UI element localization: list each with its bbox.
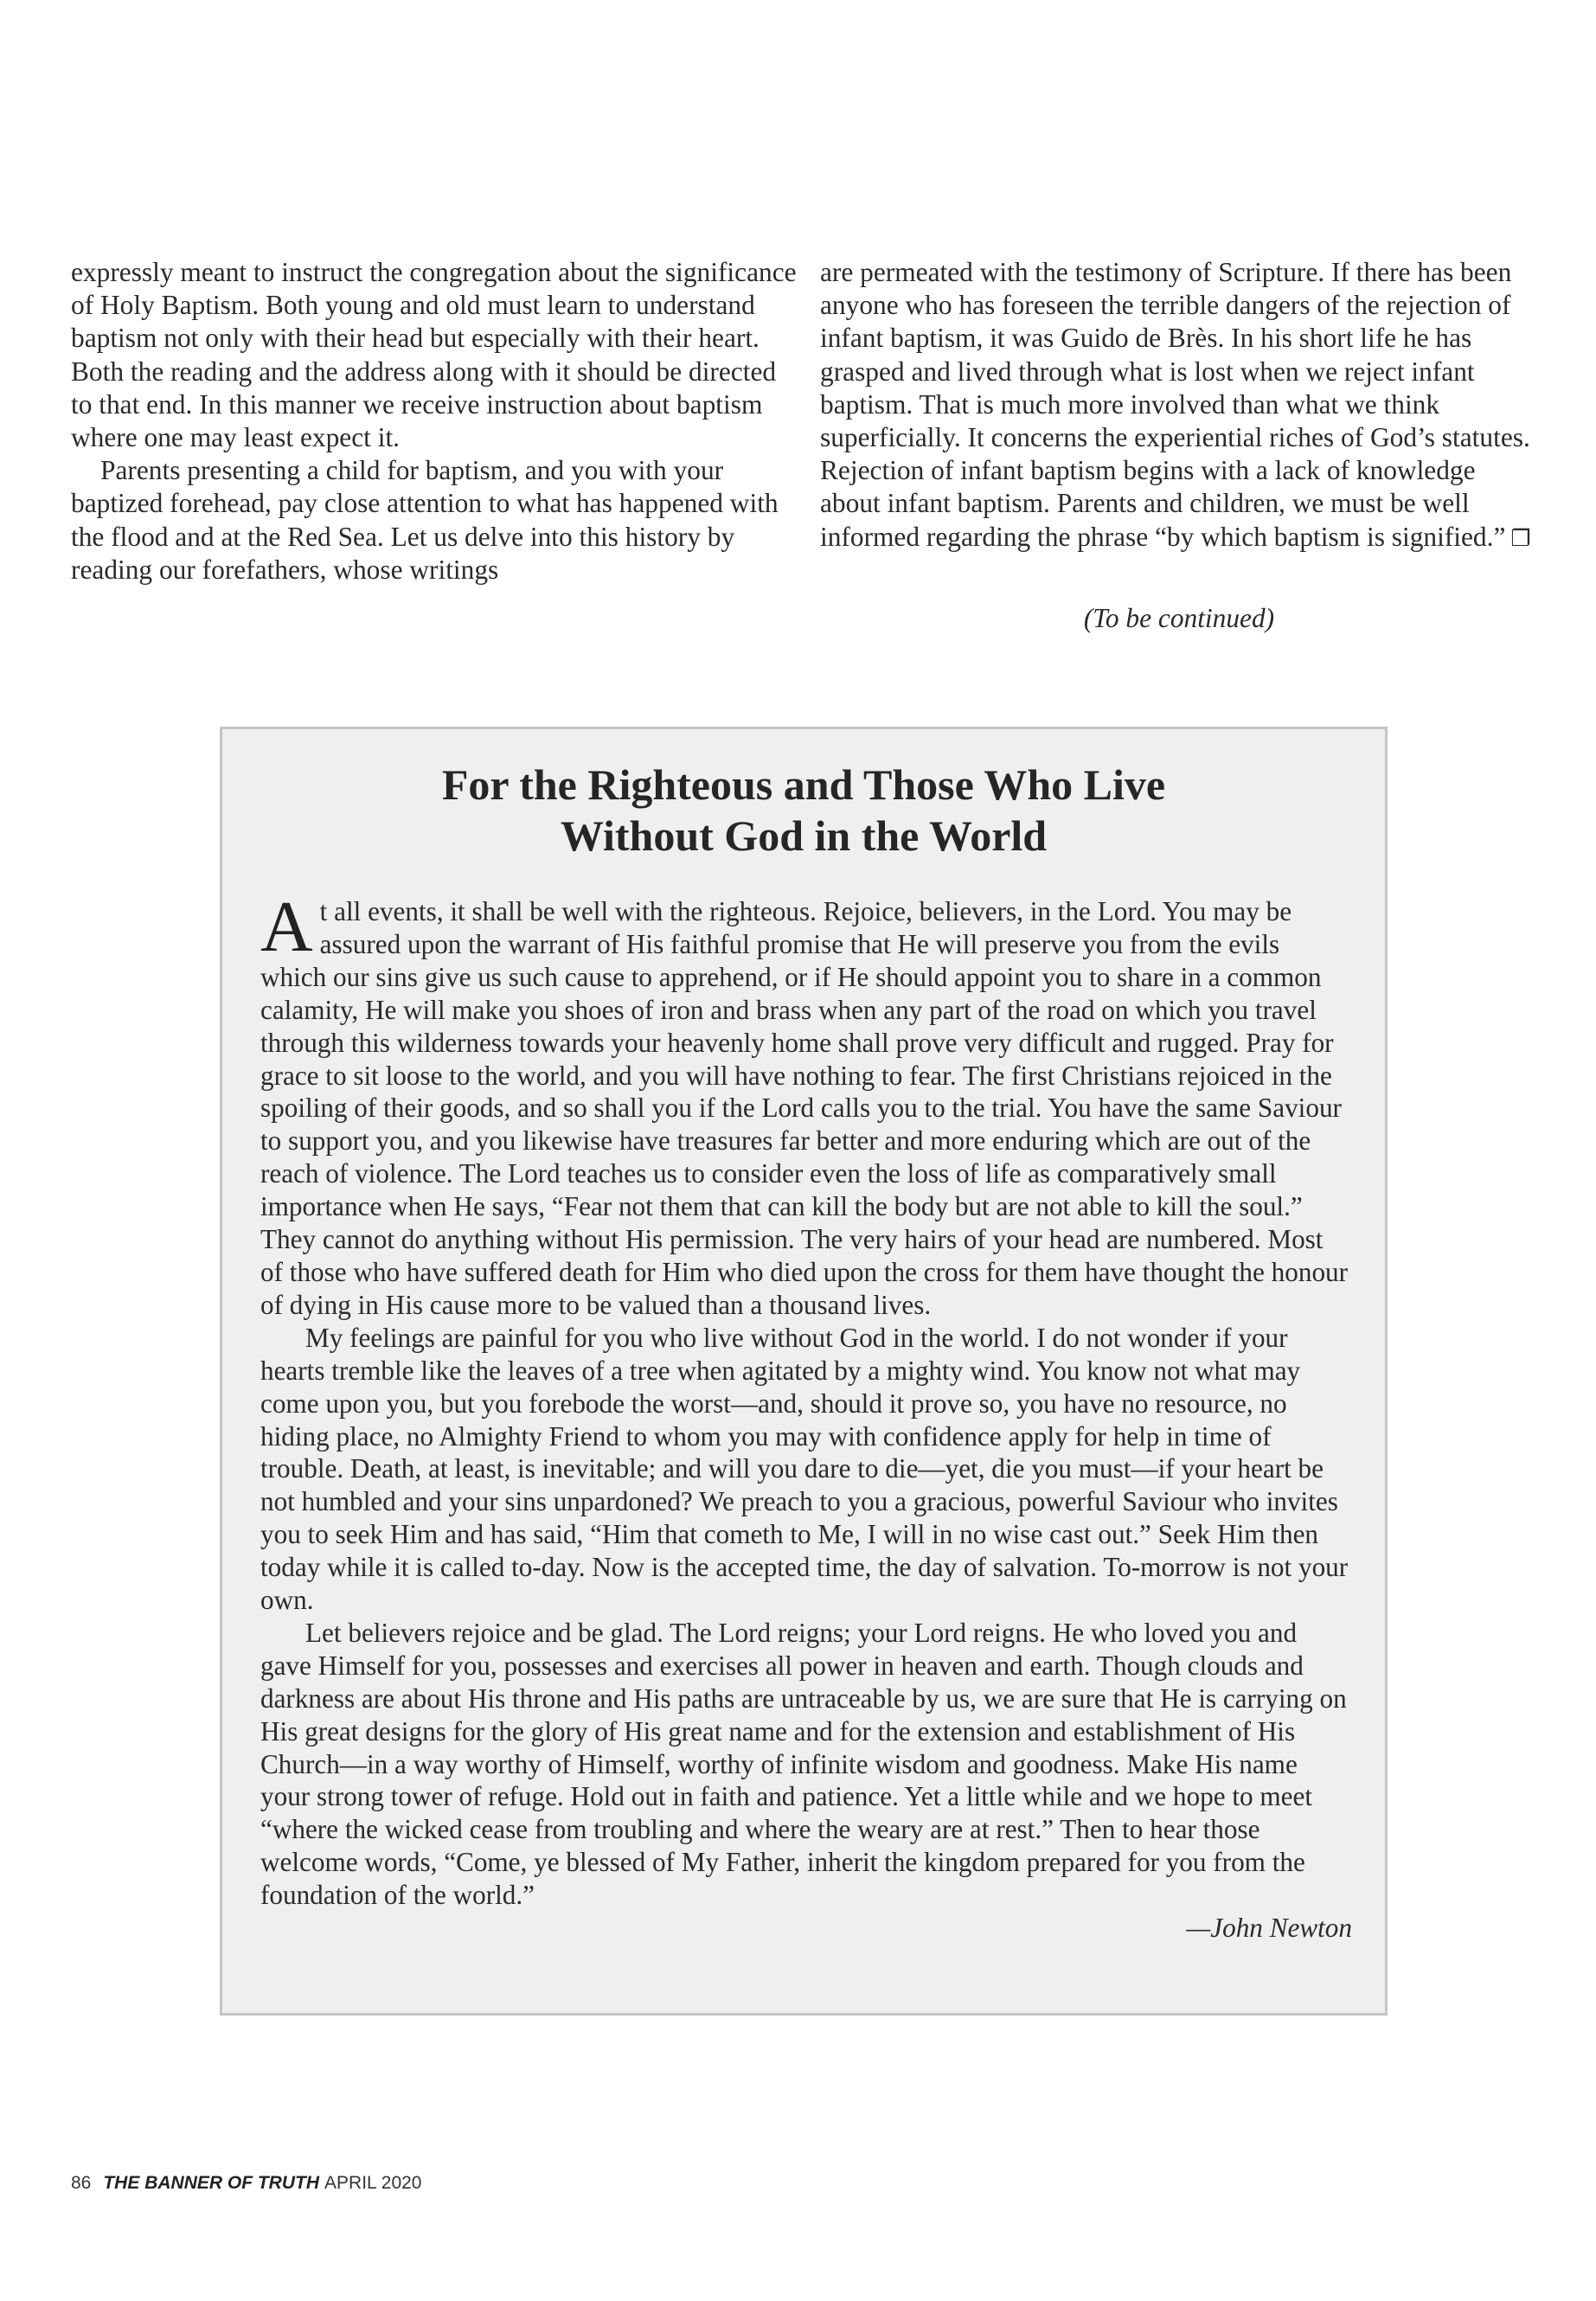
- page-footer: [71, 2173, 421, 2194]
- sidebar-body: [260, 887, 1352, 1945]
- publication-name: THE BANNER OF TRUTH: [103, 2173, 320, 2193]
- sidebar-paragraph-1-text: t all events, it shall be well with the righteous. Rejoice, believers, in the Lord. You may be assured upon the warrant of His faithful promise that He will preserve you from the evils which our sins give us such cause to apprehend, or if He should appoint you to share in a common calamity, He will make you shoes of iron and brass when any part of the road on which you travel through this wilderness towards your heavenly home shall prove very difficult and rugged. Pray for grace to sit loose to the world, and you will have nothing to fear. The first Christians rejoiced in the spoiling of their goods, and so shall you if the Lord calls you to the trial. You have the same Saviour to support you, and you likewise have treasures far better and more enduring which are out of the reach of violence. The Lord teaches us to consider even the loss of life as comparatively small importance when He says, “Fear not them that can kill the body but are not able to kill the soul.” They cannot do anything without His permission. The very hairs of your head are numbered. Most of those who have suffered death for Him who died upon the cross for them have thought the honour of dying in His cause more to be valued than a thousand lives.: [260, 896, 1349, 1320]
- sidebar-box: [220, 727, 1388, 2016]
- issue-date: APRIL 2020: [324, 2173, 422, 2193]
- sidebar-paragraph-2: My feelings are painful for you who live without God in the world. I do not wonder if your hearts tremble like the leaves of a tree when agitated by a mighty wind. You know not what may come upon you, but you forebode the worst—and, should it prove so, you have no resource, no hiding place, no Almighty Friend to whom you may with confidence apply for help in time of trouble. Death, at least, is inevitable; and will you dare to die—yet, die you must—if your heart be not humbled and your sins unpardoned? We preach to you a gracious, powerful Saviour who invites you to seek Him and has said, “Him that cometh to Me, I will in no wise cast out.” Seek Him then today while it is called to-day. Now is the accepted time, the day of salvation. To-morrow is not your own.: [260, 1322, 1349, 1616]
- left-column: [71, 256, 798, 586]
- sidebar-title-line-1: For the Righteous and Those Who Live: [441, 760, 1166, 809]
- page-number: 86: [71, 2173, 92, 2193]
- sidebar-title: [222, 760, 1385, 862]
- end-of-article-mark: ❐: [1510, 525, 1531, 552]
- right-paragraph-1-text: are permeated with the testimony of Scripture. If there has been anyone who has foreseen the terrible dangers of the rejection of infant baptism, it was Guido de Brès. In his short life he has grasped and lived through what is lost when we reject infant baptism. That is much more involved than what we think superficially. It concerns the experiential riches of God’s statutes. Rejection of infant baptism begins with a lack of knowledge about infant baptism. Parents and children, we must be well informed regarding the phrase “by which baptism is signified.”: [820, 257, 1530, 552]
- drop-cap: A: [260, 887, 313, 967]
- right-column: [820, 256, 1538, 555]
- to-be-continued-note: (To be continued): [1083, 603, 1275, 633]
- left-paragraph-2: Parents presenting a child for baptism, and you with your baptized forehead, pay close attention to what has happened with the flood and at the Red Sea. Let us delve into this history by reading our forefathers, whose writings: [71, 455, 779, 585]
- attribution: —John Newton: [1186, 1913, 1352, 1944]
- sidebar-paragraph-3: Let believers rejoice and be glad. The Lord reigns; your Lord reigns. He who loved you and gave Himself for you, possesses and exercises all power in heaven and earth. Though clouds and darkness are about His throne and His paths are untraceable by us, we are sure that He is carrying on His great designs for the glory of His great name and for the extension and establishment of His Church—in a way worthy of Himself, worthy of infinite wisdom and goodness. Make His name your strong tower of refuge. Hold out in faith and patience. Yet a little while and we hope to meet “where the wicked cease from troubling and where the weary are at rest.” Then to hear those welcome words, “Come, ye blessed of My Father, inherit the kingdom prepared for you from the foundation of the world.”: [260, 1617, 1347, 1911]
- left-paragraph-1: expressly meant to instruct the congregation about the significance of Holy Baptism. Both young and old must learn to understand baptism not only with their head but especially with their heart. Both the reading and the address along with it should be directed to that end. In this manner we receive instruction about baptism where one may least expect it.: [71, 257, 797, 453]
- sidebar-title-line-2: Without God in the World: [560, 811, 1048, 860]
- sidebar-paragraph-1: [260, 887, 1352, 1322]
- right-paragraph-1: [820, 256, 1538, 555]
